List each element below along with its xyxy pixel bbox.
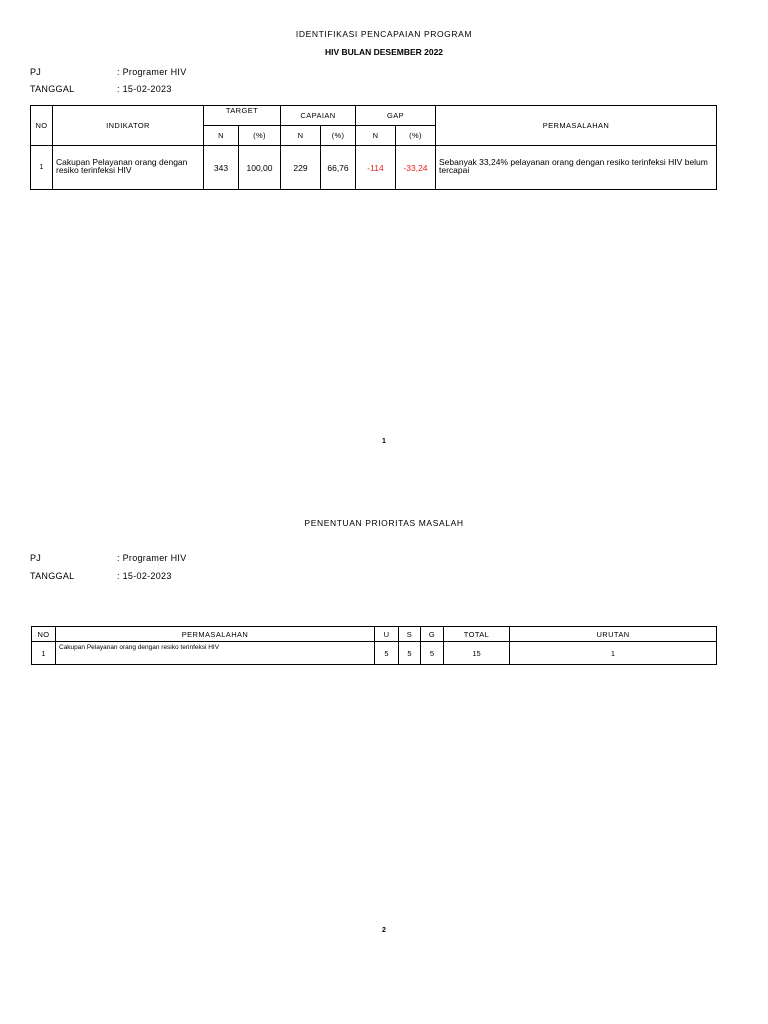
row-u: 5 <box>375 642 399 665</box>
page1-title: IDENTIFIKASI PENCAPAIAN PROGRAM <box>295 29 473 39</box>
page-number-1: 1 <box>382 438 386 445</box>
row-capaian-pct: 66,76 <box>321 146 356 190</box>
table-row <box>32 642 717 665</box>
header-target-pct: (%) <box>239 126 281 146</box>
row-permasalahan-2: Cakupan Pelayanan orang dengan resiko terinfeksi HIV <box>56 642 375 665</box>
tanggal-value: : 15-02-2023 <box>117 84 172 94</box>
header-permasalahan-2: PERMASALAHAN <box>56 627 375 642</box>
row-s: 5 <box>399 642 421 665</box>
header-permasalahan: PERMASALAHAN <box>436 106 717 146</box>
row-target-pct: 100,00 <box>239 146 281 190</box>
row-gap-n: -114 <box>356 146 396 190</box>
row-gap-pct: -33,24 <box>396 146 436 190</box>
tanggal-label: TANGGAL <box>30 84 75 94</box>
header-capaian: CAPAIAN <box>281 106 356 126</box>
header-target-n: N <box>204 126 239 146</box>
table-row <box>31 146 717 190</box>
header-no-2: NO <box>32 627 56 642</box>
achievement-table <box>30 105 717 190</box>
priority-table <box>31 626 717 665</box>
pj-label-2: PJ <box>30 553 42 563</box>
tanggal-label-2: TANGGAL <box>30 571 75 581</box>
header-capaian-pct: (%) <box>321 126 356 146</box>
row-capaian-n: 229 <box>281 146 321 190</box>
header-s: S <box>399 627 421 642</box>
pj-label: PJ <box>30 67 42 77</box>
pj-value: : Programer HIV <box>117 67 187 77</box>
page2-title: PENENTUAN PRIORITAS MASALAH <box>304 518 464 528</box>
row-no-2: 1 <box>32 642 56 665</box>
header-total: TOTAL <box>444 627 510 642</box>
row-target-n: 343 <box>204 146 239 190</box>
header-gap: GAP <box>356 106 436 126</box>
tanggal-value-2: : 15-02-2023 <box>117 571 172 581</box>
header-gap-pct: (%) <box>396 126 436 146</box>
row-permasalahan: Sebanyak 33,24% pelayanan orang dengan resiko terinfeksi HIV belum tercapai <box>436 146 717 190</box>
header-gap-n: N <box>356 126 396 146</box>
row-no: 1 <box>31 146 53 190</box>
header-u: U <box>375 627 399 642</box>
row-urutan: 1 <box>510 642 717 665</box>
page-number-2: 2 <box>382 927 386 934</box>
header-urutan: URUTAN <box>510 627 717 642</box>
header-capaian-n: N <box>281 126 321 146</box>
header-indikator: INDIKATOR <box>53 106 204 146</box>
header-target: TARGET <box>204 106 281 126</box>
row-indikator: Cakupan Pelayanan orang dengan resiko terinfeksi HIV <box>53 146 204 190</box>
page1-subtitle: HIV BULAN DESEMBER 2022 <box>324 47 444 57</box>
row-total: 15 <box>444 642 510 665</box>
header-g: G <box>421 627 444 642</box>
header-no: NO <box>31 106 53 146</box>
pj-value-2: : Programer HIV <box>117 553 187 563</box>
row-g: 5 <box>421 642 444 665</box>
